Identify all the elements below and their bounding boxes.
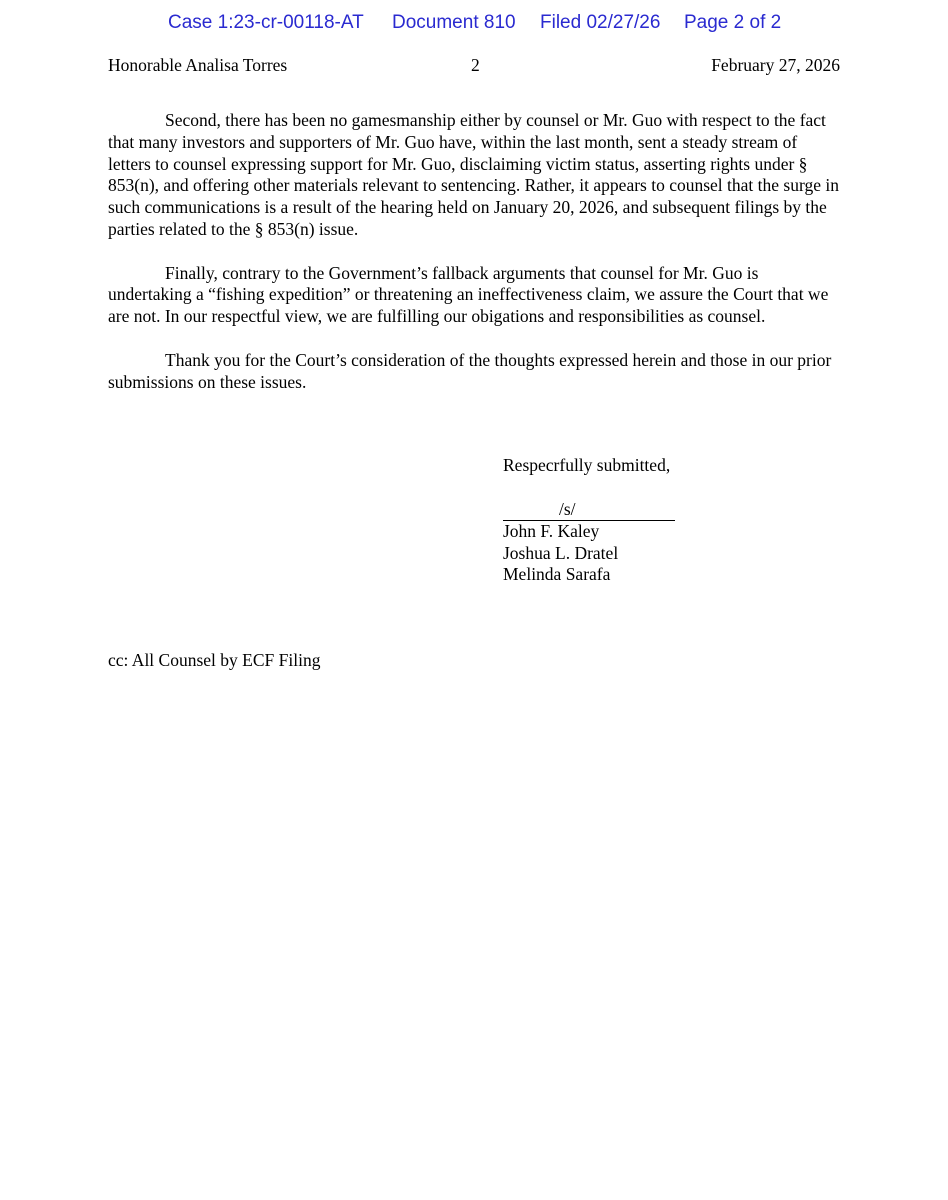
signer-sarafa: Melinda Sarafa [503, 564, 611, 585]
document-number: Document 810 [392, 12, 516, 33]
electronic-signature-mark: /s/ [559, 498, 576, 519]
addressee: Honorable Analisa Torres [108, 55, 288, 75]
signer-dratel: Joshua L. Dratel [503, 542, 619, 563]
case-number: Case 1:23-cr-00118-AT [168, 12, 364, 33]
letter-header [108, 55, 840, 79]
paragraph-fishing-expedition: Finally, contrary to the Government’s fallback arguments that counsel for Mr. Guo is undertaking a “fishing expedition” or threatening an ineffectiveness claim, we assure the Court that we are not. In our respectful view, we are fulfilling our obigations and responsibilities as counsel. [108, 262, 829, 327]
ecf-filing-header [0, 12, 948, 40]
cc-line: cc: All Counsel by ECF Filing [108, 650, 321, 670]
filed-date: Filed 02/27/26 [540, 12, 661, 33]
signature-block [503, 455, 675, 586]
signer-kaley: John F. Kaley [503, 520, 600, 541]
letter-page-number: 2 [471, 55, 480, 75]
paragraph-gamesmanship: Second, there has been no gamesmanship either by counsel or Mr. Guo with respect to the fact that many investors and supporters of Mr. Guo have, within the last month, sent a steady stream of letters to counsel expressing support for Mr. Guo, disclaiming victim status, asserting rights under § 853(n), and offering other materials relevant to sentencing. Rather, it appears to counsel that the surge in such communications is a result of the hearing held on January 20, 2026, and subsequent filings by the parties related to the § 853(n) issue. [108, 110, 839, 239]
signature-line [503, 499, 675, 521]
page-indicator: Page 2 of 2 [684, 12, 782, 33]
letter-body [108, 110, 840, 415]
paragraph-thank-you: Thank you for the Court’s consideration of the thoughts expressed herein and those in our prior submissions on these issues. [108, 349, 832, 392]
closing-line: Respecrfully submitted, [503, 455, 671, 475]
letter-date: February 27, 2026 [711, 55, 840, 75]
